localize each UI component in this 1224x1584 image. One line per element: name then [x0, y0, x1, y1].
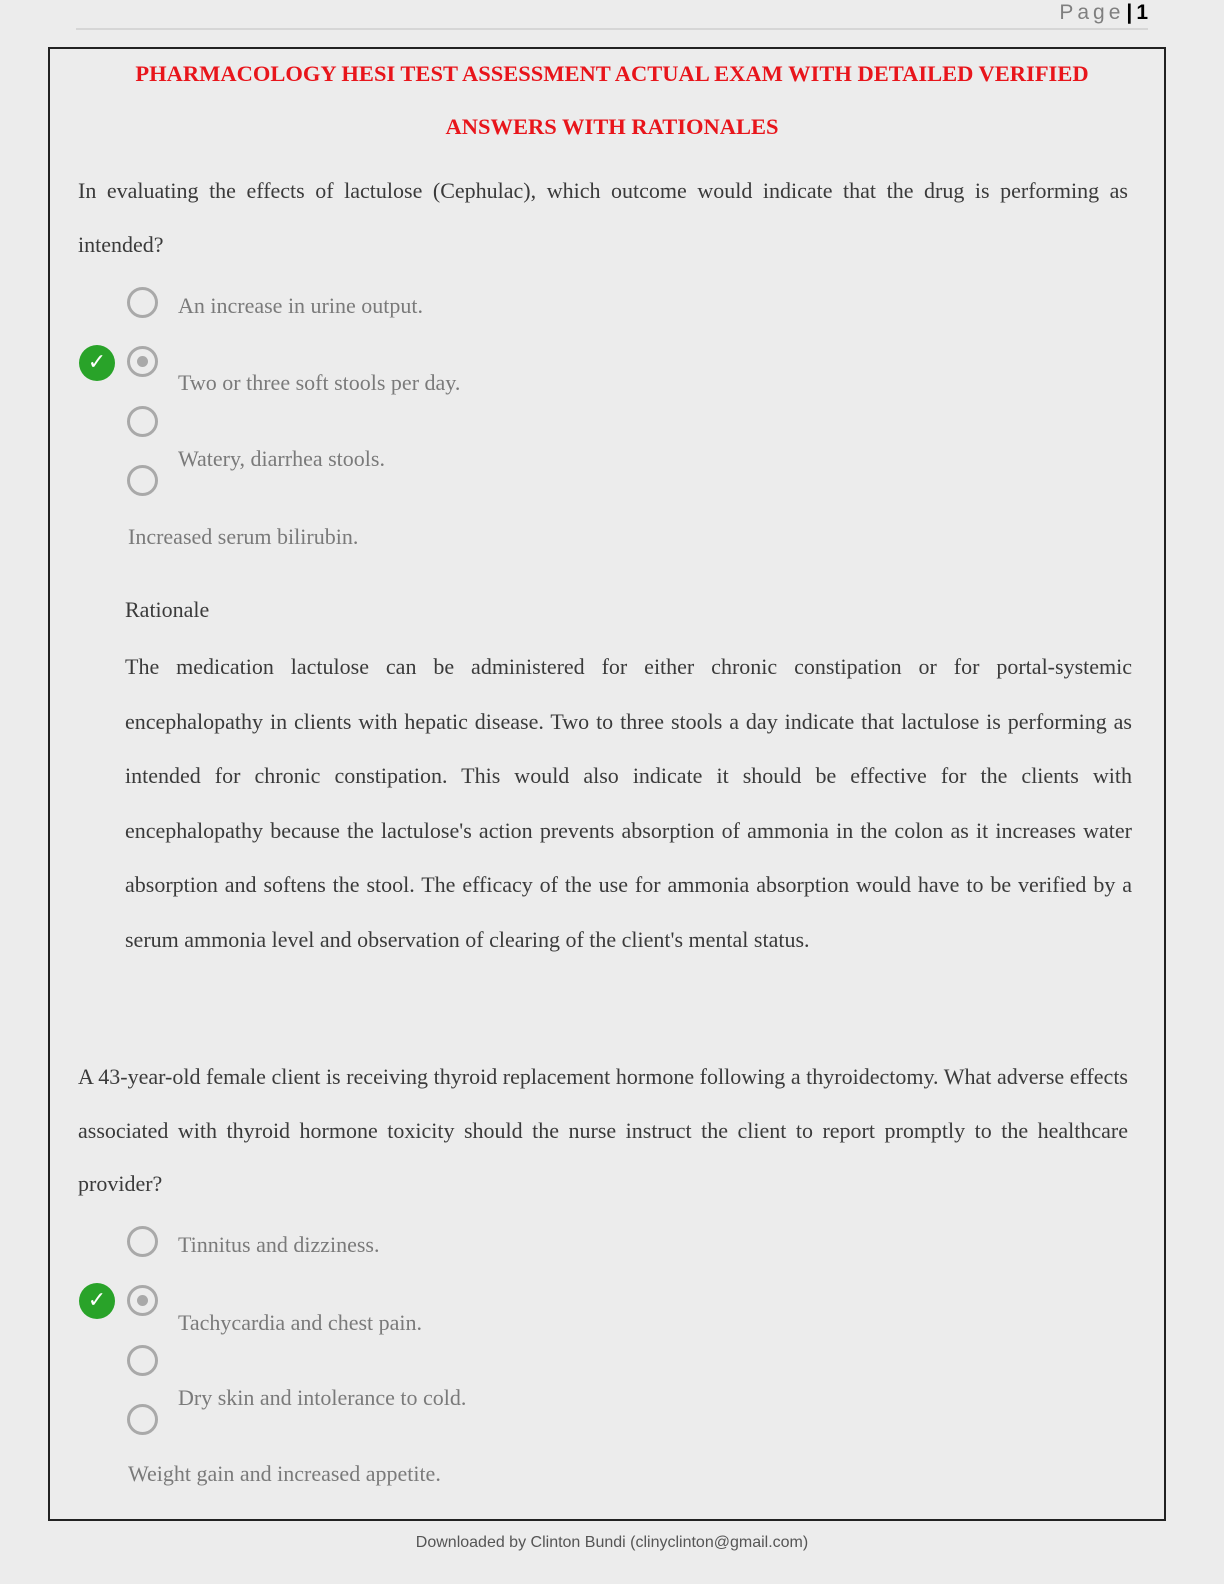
document-title-line-2: ANSWERS WITH RATIONALES	[445, 114, 779, 139]
page-separator: |	[1126, 1, 1133, 24]
question-1-text: In evaluating the effects of lactulose (Cephulac), which outcome would indicate that the drug is performing as intended?	[78, 178, 1128, 257]
rationale-text: The medication lactulose can be administered for either chronic constipation or for portal-systemic encephalopathy in clients with hepatic disease. Two to three stools a day indicate that lactulose is performing as intended for chronic constipation. This would also indicate it should be effective for the clients with encephalopathy because the lactulose's action prevents absorption of ammonia in the colon as it increases water absorption and softens the stool. The efficacy of the use for ammonia absorption would have to be verified by a serum ammonia level and observation of clearing of the client's mental status.	[125, 654, 1132, 952]
question-1-option-2-label: Two or three soft stools per day.	[178, 370, 461, 395]
question-1-option-3-label: Watery, diarrhea stools.	[178, 446, 385, 471]
page-number: 1	[1136, 1, 1148, 24]
header-rule	[76, 28, 1148, 30]
question-2-option-4-label: Weight gain and increased appetite.	[128, 1461, 441, 1486]
question-2-option-1-radio[interactable]	[127, 1226, 158, 1257]
question-2-option-2-radio[interactable]	[127, 1285, 158, 1316]
question-1-option-2-radio[interactable]	[127, 346, 158, 377]
question-2-option-3-label: Dry skin and intolerance to cold.	[178, 1385, 467, 1410]
question-1-option-1-radio[interactable]	[127, 287, 158, 318]
question-1-option-4-radio[interactable]	[127, 465, 158, 496]
question-2-option-3-radio[interactable]	[127, 1345, 158, 1376]
question-2-option-1-label: Tinnitus and dizziness.	[178, 1232, 380, 1257]
question-1-option-4-label: Increased serum bilirubin.	[128, 524, 359, 549]
question-1-option-1-label: An increase in urine output.	[178, 293, 423, 318]
question-1-option-3-radio[interactable]	[127, 406, 158, 437]
document-title-line-1: PHARMACOLOGY HESI TEST ASSESSMENT ACTUAL EXAM WITH DETAILED VERIFIED	[135, 61, 1089, 86]
correct-answer-check-icon: ✓	[79, 1283, 115, 1319]
page-label: Page	[1059, 1, 1125, 24]
question-2-option-2-label: Tachycardia and chest pain.	[178, 1310, 423, 1335]
question-2-option-4-radio[interactable]	[127, 1404, 158, 1435]
rationale-heading: Rationale	[125, 597, 210, 622]
page-number-header	[1059, 1, 1148, 25]
question-2-text: A 43-year-old female client is receiving thyroid replacement hormone following a thyroidectomy. What adverse effects associated with thyroid hormone toxicity should the nurse instruct the client to report promptly to the healthcare provider?	[78, 1064, 1128, 1196]
download-footer: Downloaded by Clinton Bundi (clinyclinton@gmail.com)	[415, 1534, 809, 1551]
correct-answer-check-icon: ✓	[79, 345, 115, 381]
